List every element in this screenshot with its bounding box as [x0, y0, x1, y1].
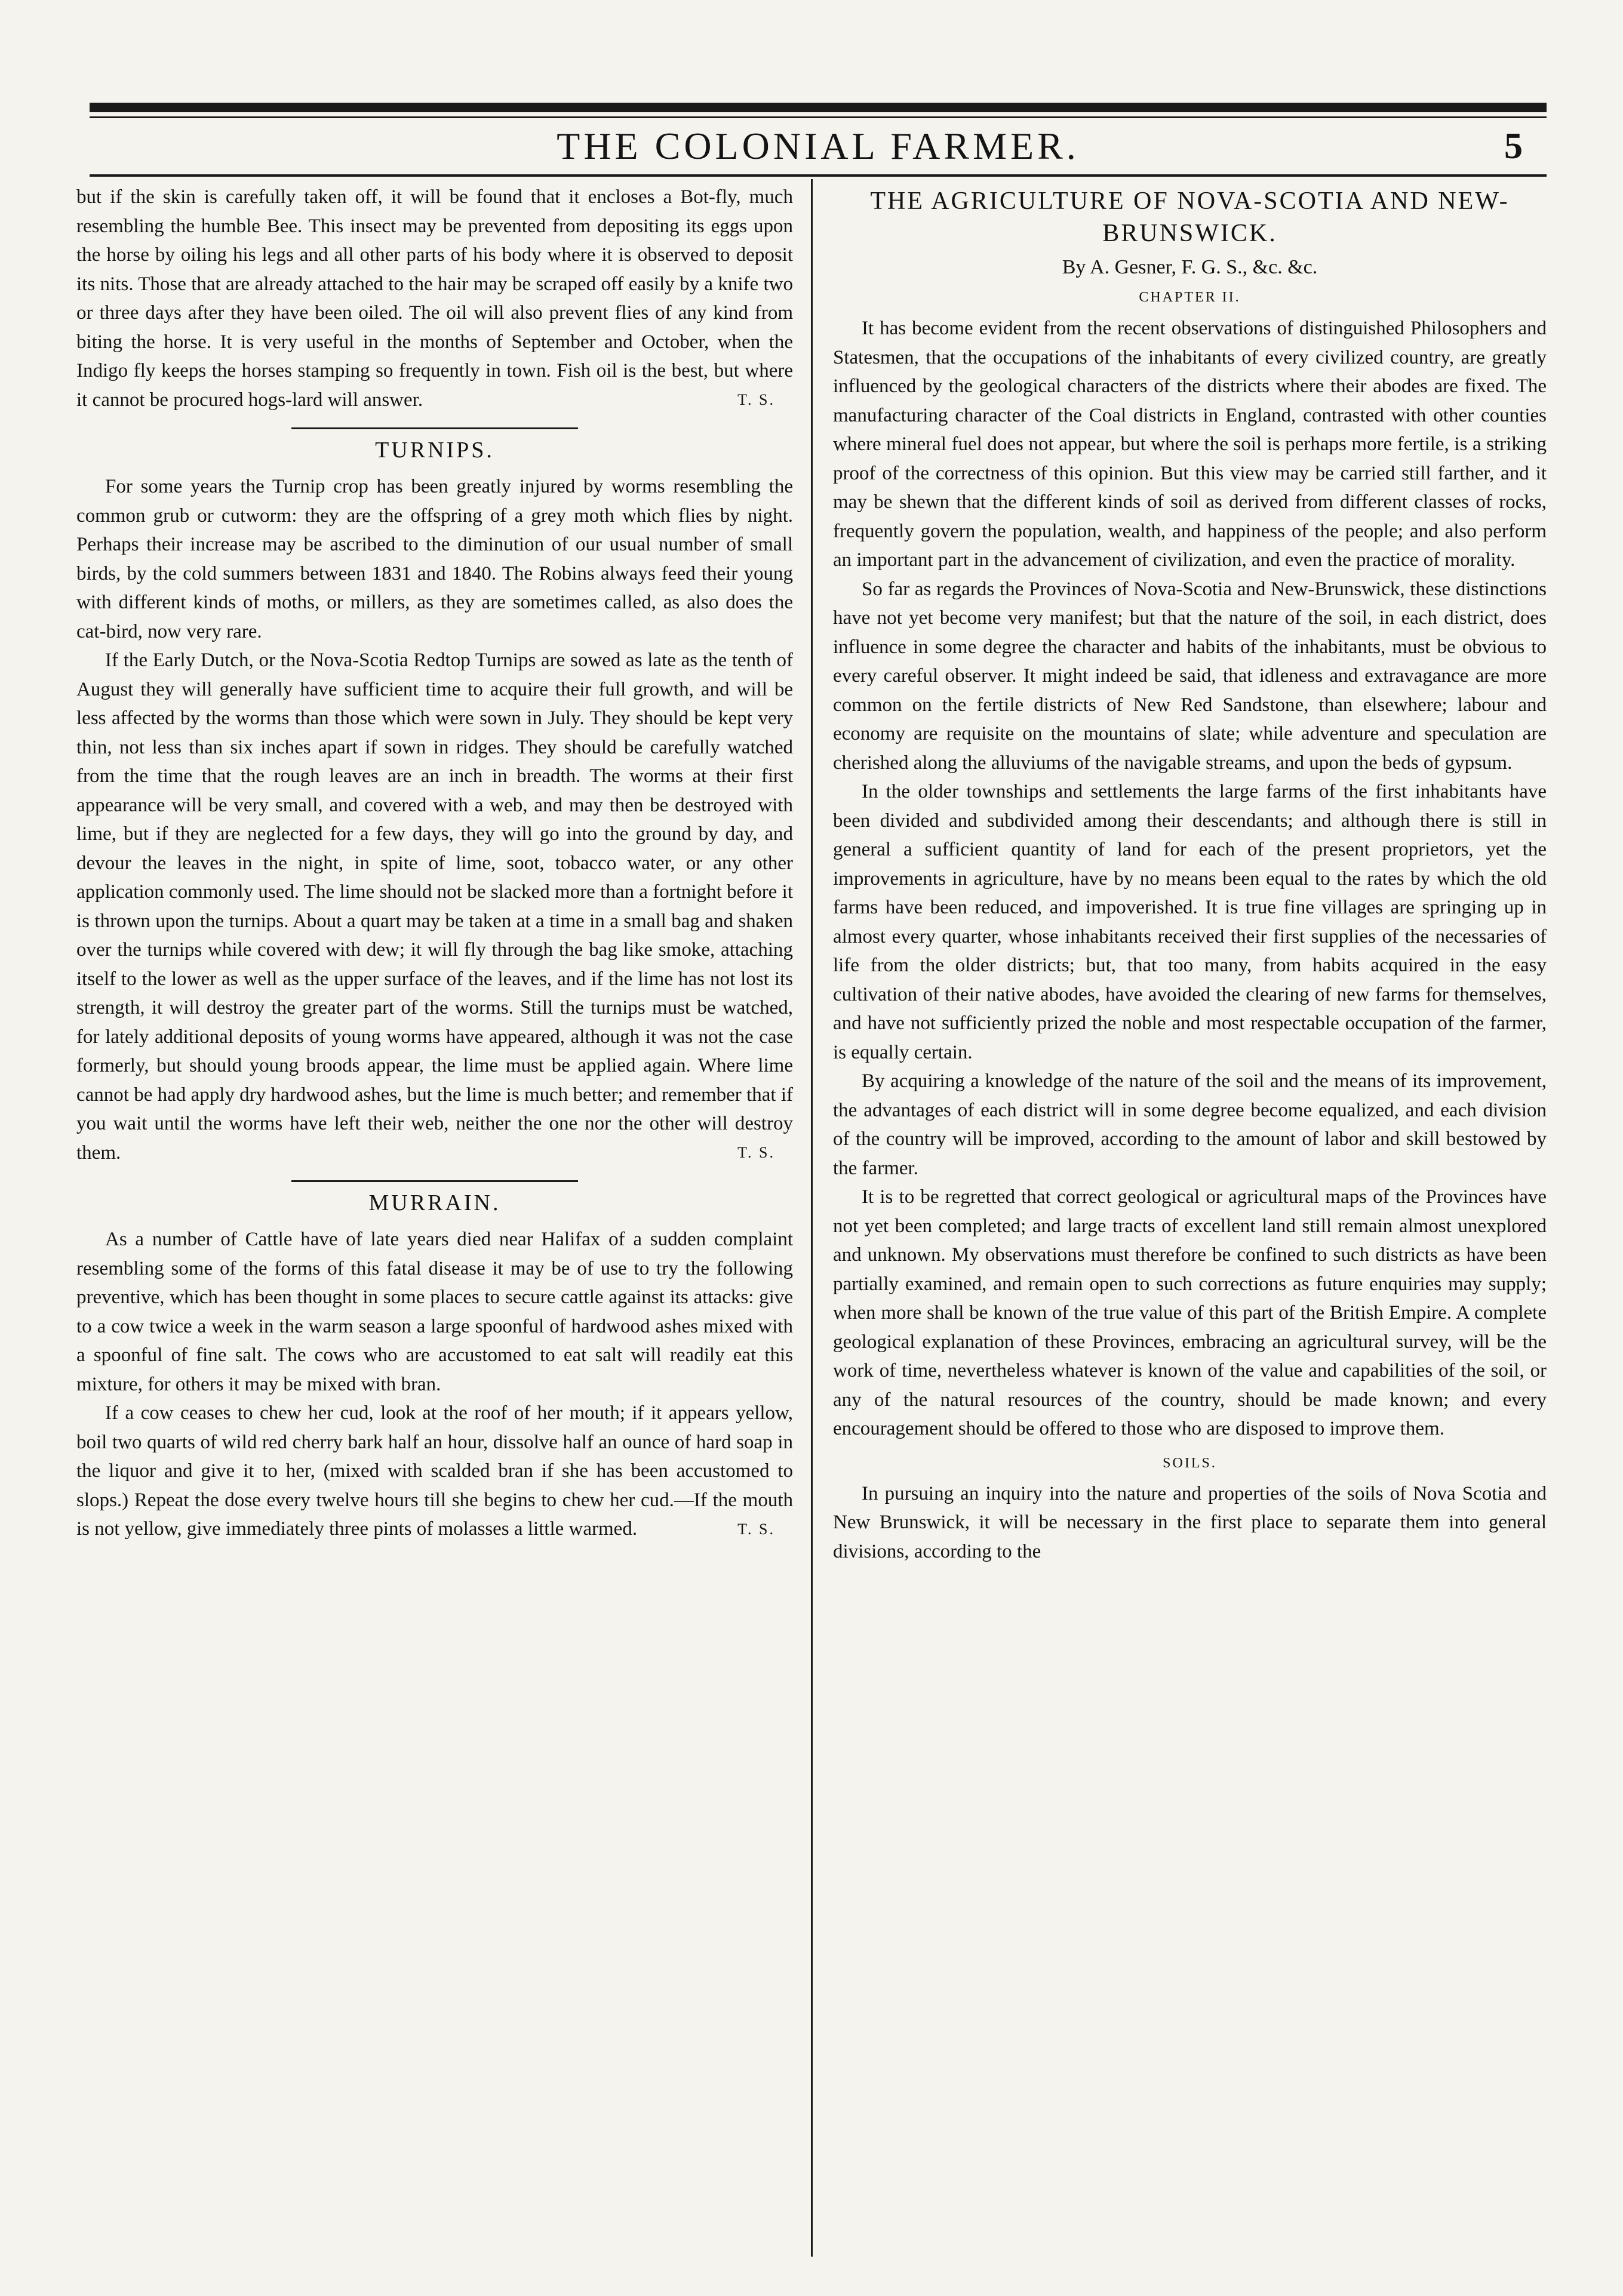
- header-rule-thin: [90, 116, 1547, 118]
- turnips-heading-block: [76, 427, 793, 464]
- running-title: THE COLONIAL FARMER.: [557, 125, 1080, 167]
- agriculture-paragraph-5: It is to be regretted that correct geological or agricultural maps of the Provinces have not yet been completed; and large tracts of excellent land still remain almost unexplored and unknown. My observations must therefore be confined to such districts as have been partially examined, and remain open to such corrections as future enquiries may supply; when more shall be known of the true value of this part of the British Empire. A complete geological explanation of these Provinces, embracing an agricultural survey, will be the work of time, nevertheless whatever is known of the value and capabilities of the soil, or any of the natural resources of the country, should be made known; and every encouragement should be offered to those who are disposed to improve them.: [833, 1186, 1547, 1439]
- soils-heading: SOILS.: [1163, 1455, 1217, 1471]
- chapter-heading: CHAPTER II.: [1139, 290, 1241, 305]
- left-column: [76, 183, 793, 2260]
- soils-paragraph: In pursuing an inquiry into the nature and properties of the soils of Nova Scotia and New Brunswick, it will be necessary in the first place to separate them into general divisions, according to the: [833, 1482, 1547, 1562]
- turnips-paragraph-1: For some years the Turnip crop has been greatly injured by worms resembling the common grub or cutworm: they are the offspring of a grey moth which flies by night. Perhaps their increase may be ascribed to the diminution of our usual number of small birds, by the cold summers between 1831 and 1840. The Robins always feed their young with different kinds of moths, or millers, as they are sometimes called, as also does the cat-bird, now very rare.: [76, 476, 793, 642]
- running-head: [90, 119, 1547, 173]
- bot-fly-paragraph: but if the skin is carefully taken off, it will be found that it encloses a Bot-fly, much resembling the humble Bee. This insect may be prevented from depositing its eggs upon the horse by oiling his legs and all other parts of his body where it is observed to deposit its nits. Those that are already attached to the hair may be scraped off easily by a knife two or three days after they have been oiled. The oil will also prevent flies of any kind from biting the horse. It is very useful in the months of September and October, when the Indigo fly keeps the horses stamping so frequently in town. Fish oil is the best, but where it cannot be procured hogs-lard will answer.: [76, 186, 793, 411]
- article-title: THE AGRICULTURE OF NOVA-SCOTIA AND NEW-BRUNSWICK.: [870, 187, 1510, 247]
- murrain-paragraph-1: As a number of Cattle have of late years died near Halifax of a sudden complaint resembling some of the forms of this fatal disease it may be of use to try the following preventive, which has been thought in some places to secure cattle against its attacks: give to a cow twice a week in the warm season a large spoonful of hardwood ashes mixed with a spoonful of fine salt. The cows who are accustomed to eat salt will readily eat this mixture, for others it may be mixed with bran.: [76, 1229, 793, 1395]
- murrain-signature: T. S.: [737, 1520, 775, 1538]
- agriculture-paragraph-2: So far as regards the Provinces of Nova-Scotia and New-Brunswick, these distinctions have not yet become very manifest; but that the nature of the soil, in each district, does influence in some degree the character and habits of the inhabitants, must be obvious to every careful observer. It might indeed be said, that idleness and extravagance are more common on the fertile districts of New Red Sandstone, than elsewhere; labour and economy are requisite on the mountains of slate; while adventure and speculation are cherished along the alluviums of the navigable streams, and upon the beds of gypsum.: [833, 578, 1547, 774]
- column-divider: [811, 179, 813, 2257]
- turnips-heading-rule: [291, 427, 578, 429]
- murrain-heading-rule: [291, 1180, 578, 1182]
- agriculture-paragraph-3: In the older townships and settlements the large farms of the first inhabitants have been divided and subdivided among their descendants; and although there is still in general a sufficient quantity of land for each of the present proprietors, yet the improvements in agriculture, have by no means been equal to the rates by which the old farms have been reduced, and impoverished. It is true fine villages are springing up in almost every quarter, whose inhabitants received their first supplies of the necessaries of life from the older districts; but, that too many, from habits acquired in the easy cultivation of their native abodes, have avoided the clearing of new farms for themselves, and have not sufficiently prized the noble and most respectable occupation of the farmer, is equally certain.: [833, 781, 1547, 1063]
- agriculture-paragraph-1: It has become evident from the recent observations of distinguished Philosophers and Statesmen, that the occupations of the inhabitants of every civilized country, are greatly influenced by the geological characters of the districts where their abodes are fixed. The manufacturing character of the Coal districts in England, contrasted with other counties where mineral fuel does not appear, but where the soil is perhaps more fertile, is a striking proof of the correctness of this opinion. But this view may be carried still farther, and it may be shewn that the different kinds of soil as derived from different classes of rocks, frequently govern the population, wealth, and happiness of the people; and also perform an important part in the advancement of civilization, and even the practice of morality.: [833, 318, 1547, 571]
- bot-fly-signature: T. S.: [737, 391, 775, 408]
- header-underline: [90, 174, 1547, 177]
- turnips-paragraph-2: If the Early Dutch, or the Nova-Scotia Redtop Turnips are sowed as late as the tenth of August they will generally have sufficient time to acquire their full growth, and will be less affected by the worms than those which were sown in July. They should be kept very thin, not less than six inches apart if sown in ridges. They should be carefully watched from the time that the rough leaves are an inch in breadth. The worms at their first appearance will be very small, and covered with a web, and may then be destroyed with lime, but if they are neglected for a few days, they will go into the ground by day, and devour the leaves in the night, in spite of lime, soot, tobacco water, or any other application commonly used. The lime should not be slacked more than a fortnight before it is thrown upon the turnips. About a quart may be taken at a time in a small bag and shaken over the turnips while covered with dew; it will fly through the bag like smoke, attaching itself to the lower as well as the upper surface of the leaves, and if the lime has not lost its strength, it will destroy the greater part of the worms. Still the turnips must be watched, for lately additional deposits of young worms have appeared, although it was not the case formerly, but should young broods appear, the lime must be applied again. Where lime cannot be had apply dry hardwood ashes, but the lime is much better; and remember that if you wait until the worms have left their web, neither the one nor the other will destroy them.: [76, 650, 793, 1164]
- turnips-heading: TURNIPS.: [375, 438, 494, 463]
- murrain-heading: MURRAIN.: [368, 1190, 501, 1215]
- murrain-paragraph-2: If a cow ceases to chew her cud, look at the roof of her mouth; if it appears yellow, boil two quarts of wild red cherry bark half an hour, dissolve half an ounce of hard soap in the liquor and give it to her, (mixed with scalded bran if she has been accustomed to slops.) Repeat the dose every twelve hours till she begins to chew her cud.—If the mouth is not yellow, give immediately three pints of molasses a little warmed.: [76, 1402, 793, 1540]
- agriculture-paragraph-4: By acquiring a knowledge of the nature of the soil and the means of its improvement, the advantages of each district will in some degree become equalized, and each division of the country will be improved, according to the amount of labor and skill bestowed by the farmer.: [833, 1070, 1547, 1179]
- header-rule-heavy: [90, 103, 1547, 112]
- article-byline: By A. Gesner, F. G. S., &c. &c.: [1062, 256, 1318, 278]
- page-number: 5: [1504, 126, 1523, 167]
- right-column: [833, 183, 1547, 2260]
- turnips-signature: T. S.: [737, 1144, 775, 1161]
- murrain-heading-block: [76, 1180, 793, 1217]
